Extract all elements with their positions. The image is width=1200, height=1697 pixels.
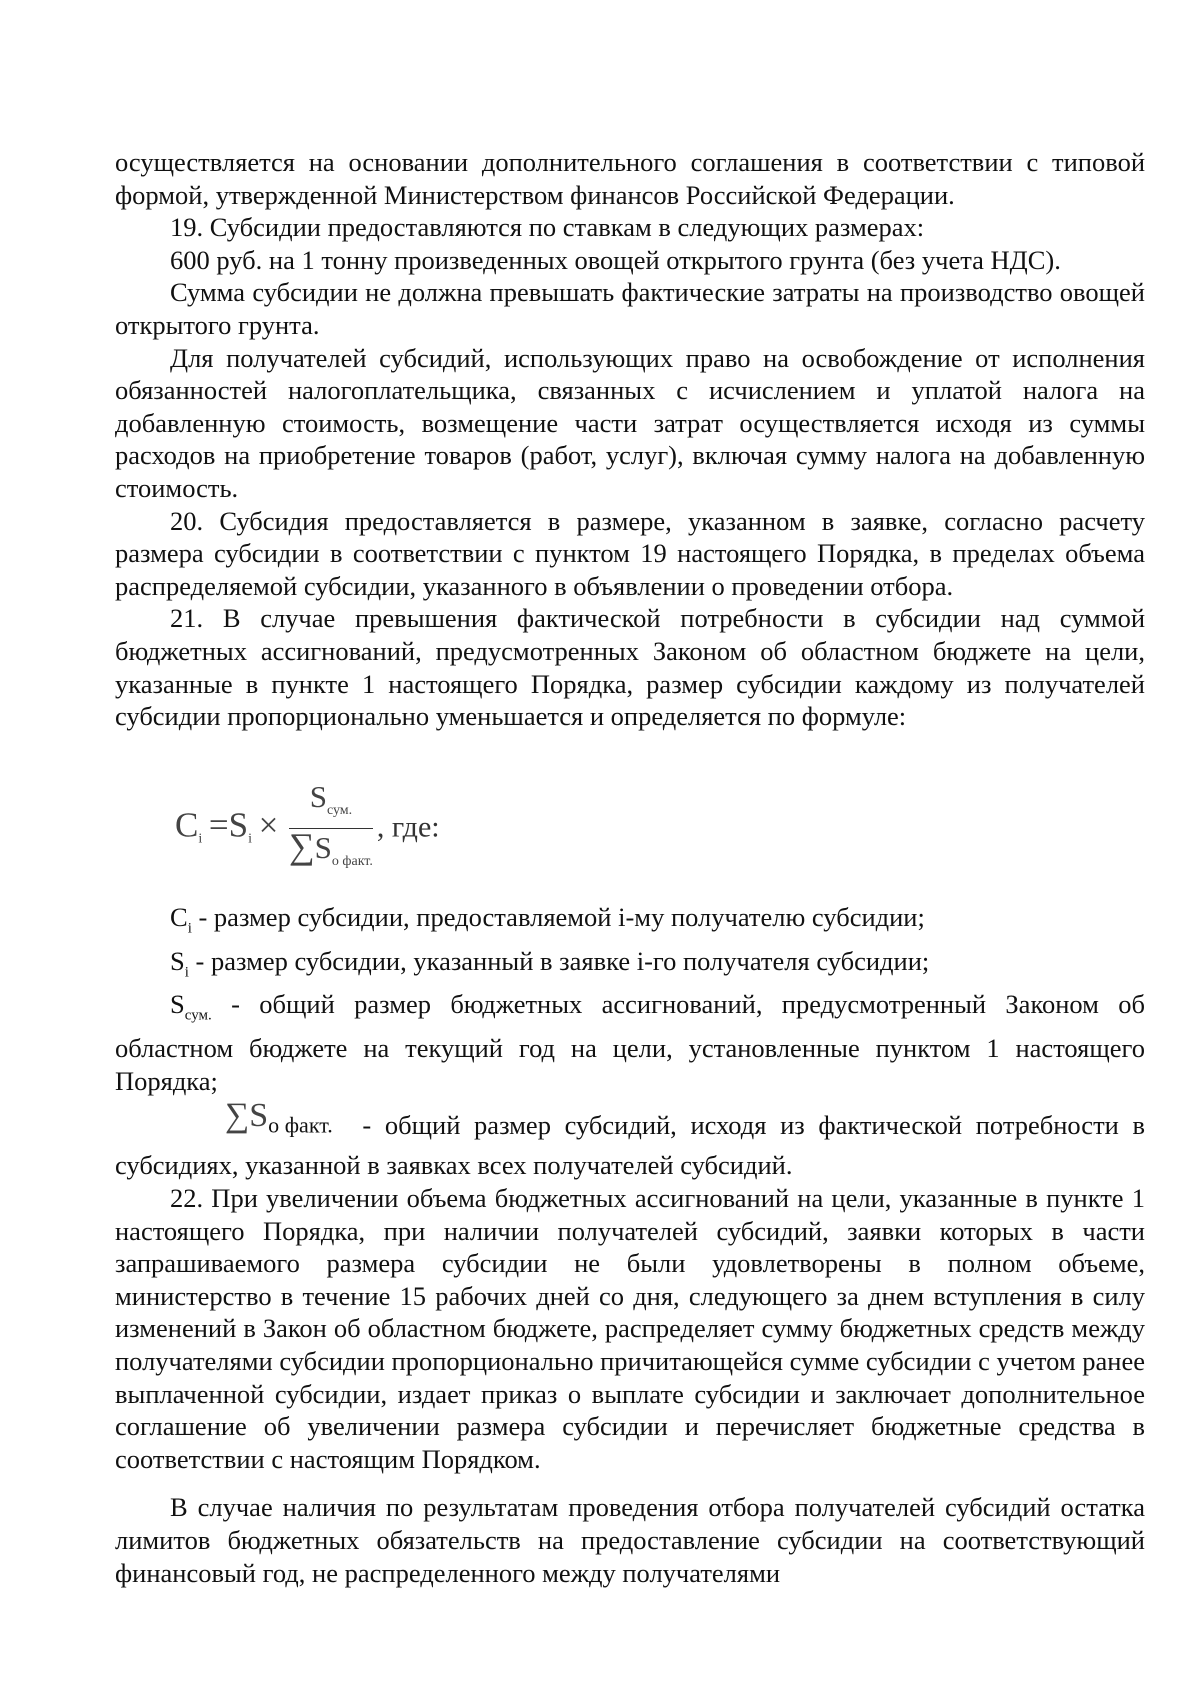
formula-where: , где: [376,810,440,844]
formula-block [115,733,1145,901]
formula-s: S [228,805,249,845]
document-body [115,146,1145,1589]
formula-equals: = [208,805,229,845]
paragraph-22: 22. При увеличении объема бюджетных ассигнований на цели, указанные в пункте 1 настоящего Порядка, при наличии получателей субсидий, заявки которых в части запрашиваемого размера субсидии не были удовлетворены в полном объеме, министерство в течение 15 рабочих дней со дня, следующего за днем вступления в силу изменений в Закон об областном бюджете, распределяет сумму бюджетных средств между получателями субсидии пропорционально причитающейся сумме субсидии с учетом ранее выплаченной субсидии, издает приказ о выплате субсидии и заключает дополнительное соглашение об увеличении размера субсидии и перечисляет бюджетные средства в соответствии с настоящим Порядком. [115,1183,1145,1474]
paragraph-20: 20. Субсидия предоставляется в размере, указанном в заявке, согласно расчету размера субсидии в соответствии с пунктом 19 настоящего Порядка, в пределах объема распределяемой субсидии, указанного в объявлении о проведении отбора. [115,505,1145,601]
paragraph-21: 21. В случае превышения фактической потребности в субсидии над суммой бюджетных ассигнований, предусмотренных Законом об областном бюджете на цели, указанные в пункте 1 настоящего Порядка, размер субсидии каждому из получателей субсидии пропорционально уменьшается и определяется по формуле: [115,603,1145,732]
paragraph-continuation: осуществляется на основании дополнительного соглашения в соответствии с типовой формой, утвержденной Министерством финансов Российской Федерации. [115,147,1145,210]
paragraph-vat: Для получателей субсидий, использующих право на освобождение от исполнения обязанностей налогоплательщика, связанных с исчислением и уплатой налога на добавленную стоимость, возмещение части затрат осуществляется исходя из суммы расходов на приобретение товаров (работ, услуг), включая сумму налога на добавленную стоимость. [115,342,1145,503]
def-si-symbol: S [170,945,185,976]
def-ssum-sub: сум. [184,1007,212,1024]
definition-sum-sfact [115,1096,1145,1182]
def-ci-sub: i [187,919,192,936]
denominator-s: S [314,830,332,866]
def-sfact-sub: о факт. [268,1111,333,1137]
def-sfact-symbol: S [249,1096,269,1134]
def-ci-text: - размер субсидии, предоставляемой i-му получателю субсидии; [191,901,925,932]
paragraph-remainder: В случае наличия по результатам проведения отбора получателей субсидий остатка лимитов бюджетных обязательств на предоставление субсидии на соответствующий финансовый год, не распределенного между получателями [115,1492,1145,1588]
definition-ci [115,901,1145,945]
sigma-symbol: ∑ [288,826,315,867]
paragraph-19: 19. Субсидии предоставляются по ставкам в следующих размерах: [170,212,925,243]
numerator-sub: сум. [326,802,353,818]
def-ssum-text: - общий размер бюджетных ассигнований, предусмотренный Законом об областном бюджете на текущий год на цели, установленные пунктом 1 настоящего Порядка; [115,989,1145,1096]
def-ci-symbol: C [170,901,188,932]
definition-si [115,945,1145,989]
def-si-sub: i [184,963,189,980]
formula-s-sub: i [248,831,252,847]
def-sfact-text: - общий размер субсидий, исходя из фактической потребности в субсидиях, указанной в заявках всех получателей субсидий. [115,1109,1145,1181]
def-sum-formula [170,1096,333,1142]
formula-lhs-sub: i [198,831,203,847]
formula-times: × [258,805,279,845]
numerator-s: S [309,778,327,814]
formula-numerator [289,778,373,830]
formula-lhs: C [175,805,199,845]
formula [175,778,440,880]
def-ssum-symbol: S [170,989,185,1020]
paragraph-limit: Сумма субсидии не должна превышать фактические затраты на производство овощей открытого грунта. [115,277,1145,340]
denominator-sub: о факт. [331,854,373,870]
def-si-text: - размер субсидии, указанный в заявке i-го получателя субсидии; [188,945,930,976]
formula-fraction [288,778,373,880]
paragraph-rate: 600 руб. на 1 тонну произведенных овощей открытого грунта (без учета НДС). [170,244,1061,275]
definition-ssum [115,988,1145,1097]
formula-denominator [288,826,373,879]
def-sigma-symbol: ∑ [225,1096,250,1134]
